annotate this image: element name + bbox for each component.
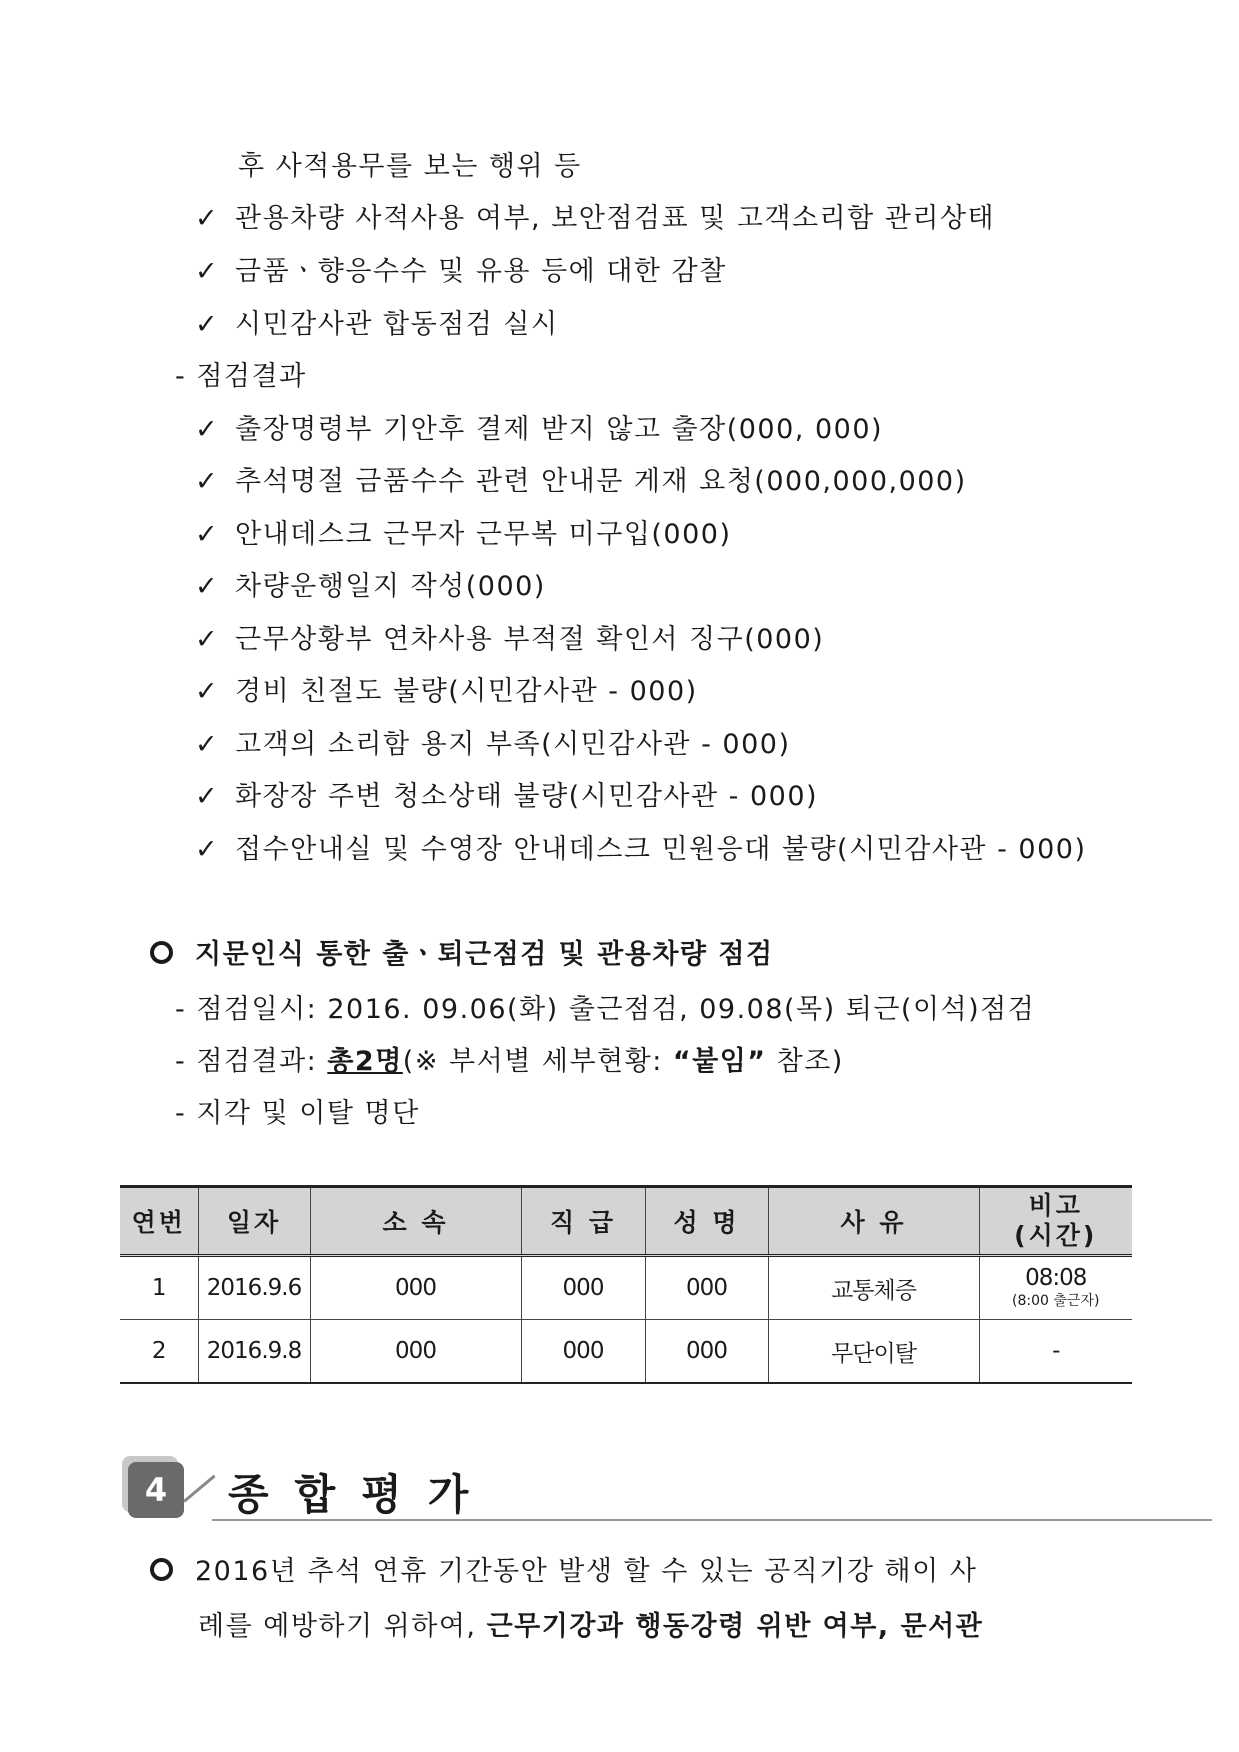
header-dept: 소 속 [310, 1187, 521, 1256]
circle-bullet-icon [150, 941, 173, 964]
cell-note: 08:08 (8:00 출근자) [979, 1256, 1132, 1320]
section-number-badge: 4 [128, 1462, 184, 1518]
check-icon: ✓ [195, 203, 220, 234]
list-item: ✓ 접수안내실 및 수영장 안내데스크 민원응대 불량(시민감사관 - 000) [195, 834, 1087, 865]
list-item: ✓ 차량운행일지 작성(000) [195, 571, 546, 602]
attachment-ref: “붙임” [672, 1046, 767, 1077]
cell-reason: 무단이탈 [768, 1320, 979, 1384]
list-caption: - 지각 및 이탈 명단 [175, 1098, 420, 1129]
check-icon: ✓ [195, 256, 220, 287]
cell-dept: 000 [310, 1320, 521, 1384]
check-icon: ✓ [195, 676, 220, 707]
table-header-row [120, 1187, 1132, 1256]
header-rank: 직 급 [521, 1187, 645, 1256]
cell-note: - [979, 1320, 1132, 1384]
continuation-text: 후 사적용무를 보는 행위 등 [238, 151, 582, 182]
list-item: ✓ 금품ㆍ향응수수 및 유용 등에 대한 감찰 [195, 256, 727, 287]
list-item: ✓ 출장명령부 기안후 결제 받지 않고 출장(000, 000) [195, 414, 884, 445]
check-icon: ✓ [195, 624, 220, 655]
list-item: ✓ 안내데스크 근무자 근무복 미구입(000) [195, 519, 732, 550]
summary-line-1: 2016년 추석 연휴 기간동안 발생 할 수 있는 공직기강 해이 사 [150, 1549, 977, 1588]
table-row [120, 1256, 1132, 1320]
cell-date: 2016.9.8 [198, 1320, 310, 1384]
cell-rank: 000 [521, 1320, 645, 1384]
section-divider [212, 1519, 1212, 1521]
list-item: ✓ 경비 친절도 불량(시민감사관 - 000) [195, 676, 698, 707]
list-item: ✓ 추석명절 금품수수 관련 안내문 게재 요청(000,000,000) [195, 466, 967, 497]
cell-no: 2 [120, 1320, 198, 1384]
cell-dept: 000 [310, 1256, 521, 1320]
attendance-table [120, 1185, 1132, 1384]
header-reason: 사 유 [768, 1187, 979, 1256]
inspection-result: - 점검결과: 총2명(※ 부서별 세부현황: “붙임” 참조) [175, 1046, 844, 1077]
check-icon: ✓ [195, 519, 220, 550]
result-total: 총2명 [327, 1046, 403, 1077]
check-icon: ✓ [195, 781, 220, 812]
result-heading: - 점검결과 [175, 361, 307, 392]
table-row [120, 1320, 1132, 1384]
check-icon: ✓ [195, 466, 220, 497]
cell-rank: 000 [521, 1256, 645, 1320]
cell-date: 2016.9.6 [198, 1256, 310, 1320]
list-item: ✓ 고객의 소리함 용지 부족(시민감사관 - 000) [195, 729, 791, 760]
check-icon: ✓ [195, 834, 220, 865]
list-item: ✓ 근무상황부 연차사용 부적절 확인서 징구(000) [195, 624, 825, 655]
cell-no: 1 [120, 1256, 198, 1320]
list-item: ✓ 화장장 주변 청소상태 불량(시민감사관 - 000) [195, 781, 819, 812]
check-icon: ✓ [195, 309, 220, 340]
header-no: 연번 [120, 1187, 198, 1256]
check-icon: ✓ [195, 571, 220, 602]
cell-reason: 교통체증 [768, 1256, 979, 1320]
list-item: ✓ 관용차량 사적사용 여부, 보안점검표 및 고객소리함 관리상태 [195, 203, 996, 234]
section-slash-decoration [183, 1475, 216, 1503]
header-note: 비고 (시간) [979, 1187, 1132, 1256]
fingerprint-heading: 지문인식 통한 출ㆍ퇴근점검 및 관용차량 점검 [150, 932, 774, 971]
check-icon: ✓ [195, 729, 220, 760]
section-title: 종합평가 [228, 1470, 495, 1519]
summary-line-2: 례를 예방하기 위하여, 근무기강과 행동강령 위반 여부, 문서관 [198, 1611, 984, 1642]
list-item: ✓ 시민감사관 합동점검 실시 [195, 309, 559, 340]
circle-bullet-icon [150, 1558, 173, 1581]
inspection-date: - 점검일시: 2016. 09.06(화) 출근점검, 09.08(목) 퇴근(이석)점검 [175, 994, 1036, 1025]
cell-name: 000 [645, 1320, 768, 1384]
header-name: 성 명 [645, 1187, 768, 1256]
check-icon: ✓ [195, 414, 220, 445]
header-date: 일자 [198, 1187, 310, 1256]
cell-name: 000 [645, 1256, 768, 1320]
